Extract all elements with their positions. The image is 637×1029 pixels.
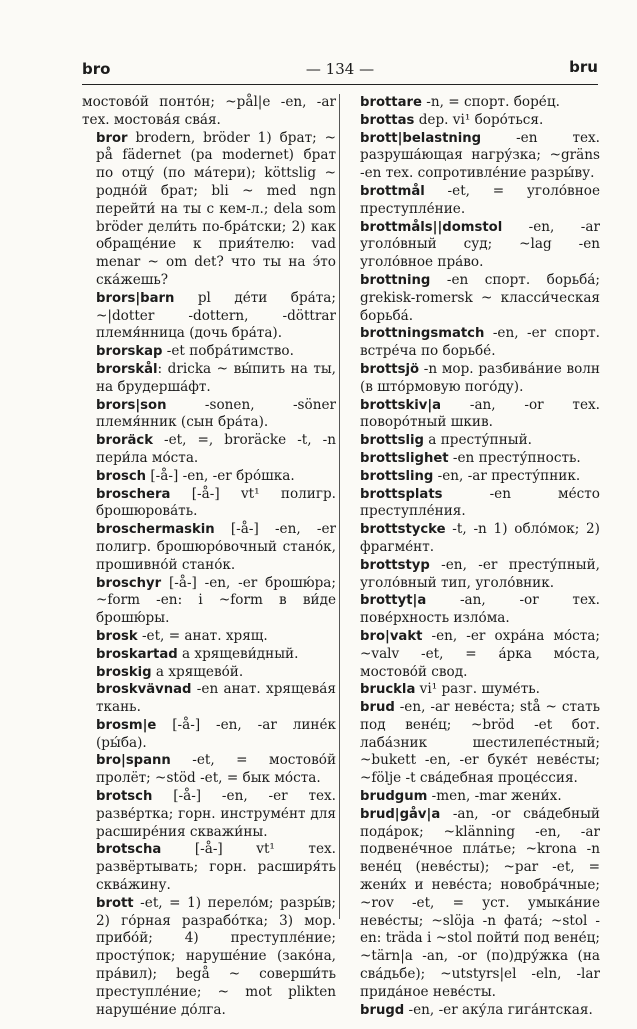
dictionary-entry — [346, 450, 600, 468]
dictionary-entry — [82, 290, 336, 343]
entry-definition: -sonen, -söner племя́нник (сын бра́та). — [96, 396, 336, 431]
dictionary-entry — [346, 521, 600, 557]
entry-definition: -en, -ar неве́ста; stå ~ стать под вене́ц; ~bröd -et бот. лаба́зник шестилепе́стный; ~bukett -en, -er буке́т неве́сты; ~följe -t сва́дебная проце́ссия. — [360, 699, 600, 787]
entry-definition: a хрящево́й. — [151, 663, 244, 680]
entry-definition: [-å-] -en, -ar лине́к (ры́ба). — [96, 716, 336, 751]
dictionary-entry — [82, 94, 336, 130]
dictionary-entry — [346, 272, 600, 325]
entry-headword: brottstyp — [360, 557, 430, 573]
entry-headword: broschyr — [96, 575, 162, 591]
entry-definition: : dricka ~ вы́пить на ты, на брудерша́фт. — [96, 360, 336, 395]
entry-headword: brosk — [96, 628, 138, 644]
entry-definition: [-å-] -en, -er полигр. брошюро́вочный стано́к, прошивно́й стано́к. — [96, 521, 336, 573]
dictionary-entry — [82, 788, 336, 841]
dictionary-entry — [346, 806, 600, 1002]
entry-definition: -et, = анат. хрящ. — [137, 627, 268, 644]
dictionary-entry — [82, 681, 336, 717]
dictionary-entry — [82, 575, 336, 628]
entry-headword: brott — [96, 895, 134, 911]
entry-definition: vi¹ разг. шуме́ть. — [415, 681, 540, 698]
entry-headword: brugd — [360, 1002, 405, 1018]
entry-definition: -en, -ar престу́пник. — [433, 467, 581, 484]
dictionary-entry — [346, 183, 600, 219]
entry-headword: broräck — [96, 433, 153, 449]
header-rule — [82, 84, 598, 85]
entry-headword: brud|gåv|a — [360, 806, 441, 822]
column-divider — [339, 94, 340, 919]
entry-headword: brottmåls||domstol — [360, 219, 503, 235]
dictionary-entry — [346, 1002, 600, 1020]
entry-definition: -n мор. разбива́ние волн (в што́рмовую пого́ду). — [360, 360, 600, 395]
entry-definition: [-å-] -en, -er бро́шка. — [146, 467, 295, 484]
entry-headword: brottsjö — [360, 361, 420, 377]
entry-definition: -men, -mar жени́х. — [427, 788, 562, 805]
entry-definition: -en, -er аку́ла гига́нтская. — [404, 1001, 593, 1018]
entry-headword: brottning — [360, 272, 431, 288]
entry-headword: brotsch — [96, 789, 153, 805]
dictionary-entry — [346, 468, 600, 486]
entry-headword: brorskål — [96, 361, 158, 377]
entry-headword: broskig — [96, 664, 152, 680]
dictionary-entry — [346, 112, 600, 130]
entry-headword: brottyt|a — [360, 593, 427, 609]
entry-definition: -en ме́сто преступле́ния. — [360, 485, 600, 520]
entry-headword: bro|vakt — [360, 628, 423, 644]
entry-headword: brud — [360, 700, 395, 716]
dictionary-entry — [346, 699, 600, 788]
entry-headword: brottas — [360, 112, 415, 128]
dictionary-entry — [346, 432, 600, 450]
entry-definition: -t, -n 1) обло́мок; 2) фрагме́нт. — [360, 521, 600, 555]
dictionary-entry — [82, 895, 336, 1020]
dictionary-entry — [346, 557, 600, 593]
entry-headword: brosm|e — [96, 717, 157, 733]
entry-definition: -en спорт. борьба́; grekisk-romersk ~ класси́ческая борьба́. — [360, 271, 600, 324]
entry-definition: [-å-] -en, -er тех. разве́ртка; горн. инструме́нт для расшире́ния скважи́ны. — [96, 788, 336, 840]
dictionary-entry — [82, 486, 336, 522]
entry-definition: -et побра́тимство. — [162, 343, 294, 360]
entry-headword: broskvävnad — [96, 682, 192, 698]
entry-definition: -en престу́пность. — [448, 449, 581, 466]
entry-definition: -en, -er спорт. встре́ча по борьбе́. — [360, 325, 600, 360]
dictionary-entry — [82, 361, 336, 397]
entry-headword: brors|son — [96, 397, 167, 413]
entry-headword: brottmål — [360, 183, 425, 199]
dictionary-entry — [346, 219, 600, 272]
dictionary-entry — [82, 664, 336, 682]
left-column — [82, 94, 336, 1019]
entry-headword: brottsplats — [360, 486, 443, 502]
entry-definition: [-å-] vt¹ тех. развёртывать; горн. расширя́ть сква́жину. — [96, 841, 336, 894]
entry-headword: bruckla — [360, 682, 416, 698]
entry-definition: [-å-] vt¹ полигр. брошюрова́ть. — [96, 485, 336, 520]
dictionary-entry — [346, 592, 600, 628]
entry-headword: brottsling — [360, 468, 434, 484]
dictionary-entry — [82, 717, 336, 753]
entry-definition: мостово́й понто́н; ~pål|e -en, -ar тех. мостова́я сва́я. — [82, 94, 336, 128]
dictionary-entry — [82, 841, 336, 894]
entry-definition: -en, -er охра́на мо́ста; ~valv -et, = а́рка мо́ста, мостово́й свод. — [360, 627, 600, 680]
right-column — [346, 94, 600, 1019]
entry-headword: brorskap — [96, 344, 163, 360]
entry-definition: -et, =, broräcke -t, -n пери́ла мо́ста. — [96, 432, 336, 466]
left-running-headword: bro — [82, 60, 111, 78]
dictionary-entry — [82, 646, 336, 664]
entry-headword: brottningsmatch — [360, 326, 485, 342]
entry-headword: broskartad — [96, 646, 178, 662]
entry-headword: bror — [96, 130, 128, 146]
entry-definition: pl де́ти бра́та; ~|dotter -dottern, -döttrar племя́нница (дочь бра́та). — [96, 289, 336, 342]
entry-definition: brodern, bröder 1) брат; ~ på fädernet (pa modernet) брат по отцу́ (по ма́тери); köttslig ~ родно́й брат; bli ~ med ngn перейти́ на ты с кем-л.; dela som bröder дели́ть по-бра́тски; 2) как обраще́ние к прия́телю: vad menar ~ om det? что ты на э́то ска́жешь? — [96, 129, 336, 288]
entry-definition: -n, = спорт. боре́ц. — [421, 94, 560, 110]
dictionary-entry — [346, 486, 600, 522]
dictionary-entry — [82, 752, 336, 788]
entry-headword: broschermaskin — [96, 522, 215, 538]
entry-definition: -en, -ar уголо́вный суд; ~lag -en уголо́вное пра́во. — [360, 218, 600, 271]
entry-headword: broschera — [96, 486, 171, 502]
entry-definition: -an, -or сва́дебный пода́рок; ~klänning -en, -ar подвене́чное пла́тье; ~krona -n вене́ц (неве́сты); ~par -et, = жени́х и неве́ста; новобра́чные; ~rov -et, = уст. умыка́ние неве́сты; ~slöja -n фата́; ~stol -en: träda i ~stol пойти́ под вене́ц; ~tärn|a -an, -or (по)дру́жка (на сва́дьбе); ~utstyrs|el -eln, -lar прида́ное неве́сты. — [360, 805, 600, 1000]
dictionary-entry — [346, 325, 600, 361]
entry-headword: brottslig — [360, 433, 424, 449]
entry-headword: brottare — [360, 95, 422, 110]
entry-definition: a престу́пный. — [423, 432, 532, 449]
entry-definition: -et, = 1) перело́м; разры́в; 2) го́рная разрабо́тка; 3) мор. прибо́й; 4) преступле́ние; просту́пок; наруше́ние (зако́на, пра́вил); begå ~ соверши́ть преступле́ние; ~ mot plikten наруше́ние до́лга. — [96, 894, 336, 1018]
dictionary-entry — [82, 397, 336, 433]
entry-headword: brors|barn — [96, 290, 175, 306]
right-running-headword: bru — [569, 58, 598, 76]
entry-headword: bro|spann — [96, 753, 171, 769]
entry-headword: brott|belastning — [360, 130, 482, 146]
entry-definition: a хрящеви́дный. — [177, 645, 299, 662]
dictionary-entry — [346, 94, 600, 112]
entry-headword: brottstycke — [360, 522, 446, 538]
entry-headword: brotscha — [96, 842, 162, 858]
dictionary-entry — [346, 397, 600, 433]
dictionary-entry — [82, 628, 336, 646]
dictionary-entry — [82, 432, 336, 468]
entry-definition: -et, = мостово́й пролёт; ~stöd -et, = бык мо́ста. — [96, 752, 336, 787]
entry-headword: brottslighet — [360, 450, 449, 466]
dictionary-entry — [346, 130, 600, 183]
entry-definition: -en тех. разруша́ющая нагру́зка; ~gräns -en тех. сопротивле́ние разры́ву. — [360, 129, 600, 182]
dictionary-entry — [82, 343, 336, 361]
entry-definition: [-å-] -en, -er брошю́ра; ~form -en: i ~form в ви́де брошю́ры. — [96, 574, 336, 627]
dictionary-entry — [82, 521, 336, 574]
entry-definition: dep. vi¹ боро́ться. — [414, 111, 544, 128]
dictionary-entry — [346, 628, 600, 681]
dictionary-entry — [346, 788, 600, 806]
entry-definition: -et, = уголо́вное преступле́ние. — [360, 182, 600, 217]
page-number: — 134 — — [305, 60, 375, 78]
entry-definition: -en анат. хрящева́я ткань. — [96, 681, 336, 716]
entry-headword: brosch — [96, 468, 147, 484]
dictionary-entry — [346, 681, 600, 699]
entry-definition: -an, -or тех. поворо́тный шкив. — [360, 396, 600, 431]
entry-definition: -en, -er престу́пный, уголо́вный тип, уголо́вник. — [360, 556, 600, 591]
page-header — [82, 58, 598, 82]
dictionary-entry — [82, 468, 336, 486]
dictionary-entry — [82, 130, 336, 290]
entry-definition: -an, -or тех. пове́рхность изло́ма. — [360, 592, 600, 627]
entry-headword: brudgum — [360, 789, 428, 805]
dictionary-entry — [346, 361, 600, 397]
entry-headword: brottskiv|a — [360, 397, 442, 413]
